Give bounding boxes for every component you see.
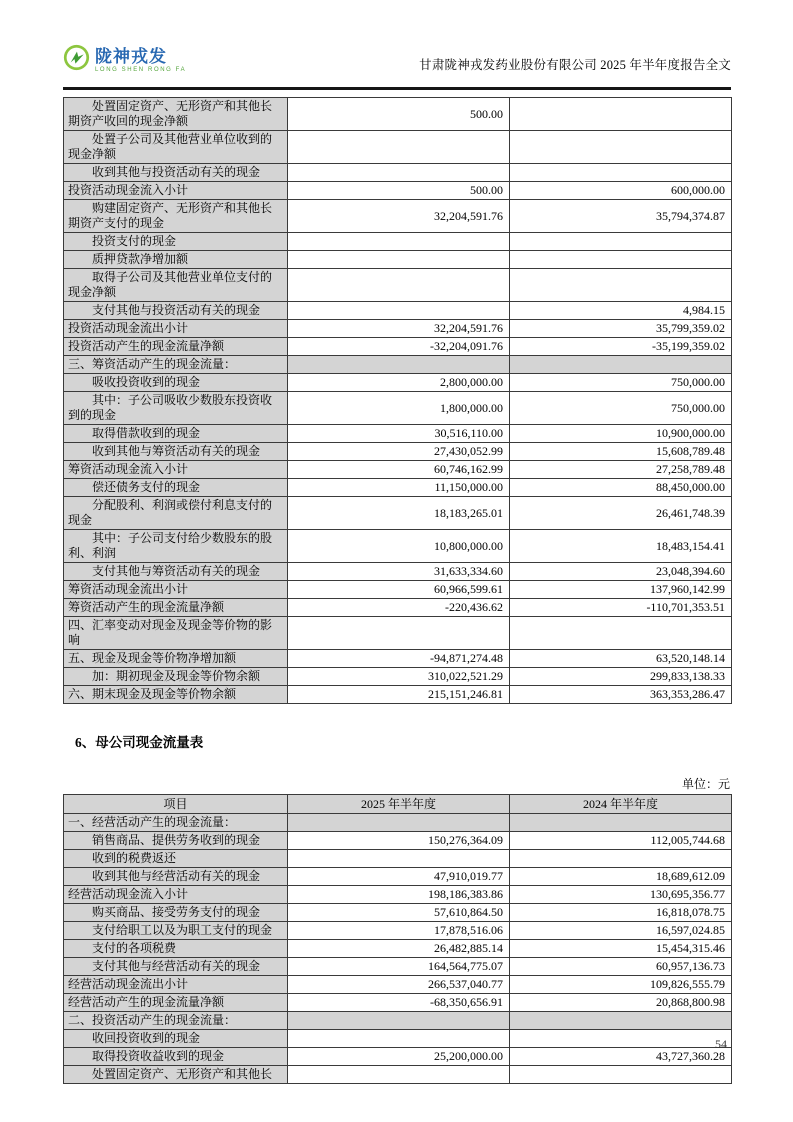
report-title: 甘肃陇神戎发药业股份有限公司 2025 年半年度报告全文 xyxy=(419,58,731,72)
table-row xyxy=(64,461,732,479)
page-number: 54 xyxy=(715,1037,727,1051)
value-cell-2024: 43,727,360.28 xyxy=(510,1048,732,1066)
row-label-cell: 投资活动产生的现金流量净额 xyxy=(64,338,288,356)
table-row xyxy=(64,131,732,164)
value-cell-2024: 15,454,315.46 xyxy=(510,940,732,958)
parent-company-cash-flow-table xyxy=(63,794,732,1084)
company-logo xyxy=(63,44,186,76)
value-cell-2024: 35,799,359.02 xyxy=(510,320,732,338)
table-row xyxy=(64,868,732,886)
table-row xyxy=(64,338,732,356)
value-cell-2025: 30,516,110.00 xyxy=(288,425,510,443)
value-cell-2025: -68,350,656.91 xyxy=(288,994,510,1012)
value-cell-2025: -32,204,091.76 xyxy=(288,338,510,356)
value-cell-2025 xyxy=(288,1030,510,1048)
row-label-cell: 收回投资收到的现金 xyxy=(64,1030,288,1048)
value-cell-2024: 16,818,078.75 xyxy=(510,904,732,922)
value-cell-2024: 137,960,142.99 xyxy=(510,581,732,599)
row-label-cell: 五、现金及现金等价物净增加额 xyxy=(64,650,288,668)
value-cell-2024: 299,833,138.33 xyxy=(510,668,732,686)
value-cell-2024: 20,868,800.98 xyxy=(510,994,732,1012)
table-row xyxy=(64,164,732,182)
value-cell-2025: 18,183,265.01 xyxy=(288,497,510,530)
value-cell-2025 xyxy=(288,1066,510,1084)
table-row xyxy=(64,1048,732,1066)
row-label-cell: 四、汇率变动对现金及现金等价物的影响 xyxy=(64,617,288,650)
value-cell-2025 xyxy=(288,164,510,182)
row-label-cell: 投资活动现金流出小计 xyxy=(64,320,288,338)
value-cell-2025: 25,200,000.00 xyxy=(288,1048,510,1066)
row-label-cell: 一、经营活动产生的现金流量： xyxy=(64,814,288,832)
value-cell-2025: 10,800,000.00 xyxy=(288,530,510,563)
value-cell-2024 xyxy=(510,98,732,131)
row-label-cell: 筹资活动现金流入小计 xyxy=(64,461,288,479)
logo-text-en: LONG SHEN RONG FA xyxy=(95,66,187,73)
value-cell-2024 xyxy=(510,164,732,182)
row-label-cell: 筹资活动产生的现金流量净额 xyxy=(64,599,288,617)
row-label-cell: 吸收投资收到的现金 xyxy=(64,374,288,392)
row-label-cell: 经营活动产生的现金流量净额 xyxy=(64,994,288,1012)
row-label-cell: 投资活动现金流入小计 xyxy=(64,182,288,200)
table-row xyxy=(64,497,732,530)
value-cell-2024: 750,000.00 xyxy=(510,392,732,425)
table-row xyxy=(64,668,732,686)
row-label-cell: 购建固定资产、无形资产和其他长期资产支付的现金 xyxy=(64,200,288,233)
value-cell-2025: 150,276,364.09 xyxy=(288,832,510,850)
value-cell-2024 xyxy=(510,233,732,251)
section-row xyxy=(64,356,732,374)
value-cell-2024: -110,701,353.51 xyxy=(510,599,732,617)
table-row xyxy=(64,320,732,338)
row-label-cell: 取得投资收益收到的现金 xyxy=(64,1048,288,1066)
table-row xyxy=(64,374,732,392)
row-label-cell: 取得子公司及其他营业单位支付的现金净额 xyxy=(64,269,288,302)
value-cell-2025: 500.00 xyxy=(288,98,510,131)
table-row xyxy=(64,650,732,668)
table-row xyxy=(64,269,732,302)
value-cell-2024 xyxy=(510,617,732,650)
row-label-cell: 支付其他与投资活动有关的现金 xyxy=(64,302,288,320)
row-label-cell: 二、投资活动产生的现金流量： xyxy=(64,1012,288,1030)
table-row xyxy=(64,479,732,497)
table-header-row xyxy=(64,795,732,814)
row-label-cell: 收到的税费返还 xyxy=(64,850,288,868)
value-cell-2025: 60,966,599.61 xyxy=(288,581,510,599)
value-cell-2024: 109,826,555.79 xyxy=(510,976,732,994)
row-label-cell: 处置固定资产、无形资产和其他长期资产收回的现金净额 xyxy=(64,98,288,131)
table-row xyxy=(64,958,732,976)
table-row xyxy=(64,1030,732,1048)
value-cell-2025: 1,800,000.00 xyxy=(288,392,510,425)
section-heading: 6、母公司现金流量表 xyxy=(75,735,204,750)
table-row xyxy=(64,581,732,599)
table-row xyxy=(64,233,732,251)
consolidated-cash-flow-table-continued xyxy=(63,97,732,704)
value-cell-2025: 60,746,162.99 xyxy=(288,461,510,479)
table-row xyxy=(64,563,732,581)
table-row xyxy=(64,425,732,443)
value-cell-2025: 26,482,885.14 xyxy=(288,940,510,958)
table-row xyxy=(64,443,732,461)
table-row xyxy=(64,530,732,563)
value-cell-2024: 363,353,286.47 xyxy=(510,686,732,704)
value-cell-2025: 215,151,246.81 xyxy=(288,686,510,704)
value-cell-2024 xyxy=(510,814,732,832)
value-cell-2025: -220,436.62 xyxy=(288,599,510,617)
value-cell-2025 xyxy=(288,814,510,832)
value-cell-2025: 47,910,019.77 xyxy=(288,868,510,886)
value-cell-2025: -94,871,274.48 xyxy=(288,650,510,668)
unit-label: 单位：元 xyxy=(681,777,730,791)
column-header-item: 项目 xyxy=(64,795,288,814)
table-row xyxy=(64,302,732,320)
value-cell-2025: 2,800,000.00 xyxy=(288,374,510,392)
row-label-cell: 筹资活动现金流出小计 xyxy=(64,581,288,599)
value-cell-2025: 57,610,864.50 xyxy=(288,904,510,922)
table-row xyxy=(64,392,732,425)
table-row xyxy=(64,940,732,958)
row-label-cell: 支付其他与筹资活动有关的现金 xyxy=(64,563,288,581)
row-label-cell: 经营活动现金流入小计 xyxy=(64,886,288,904)
value-cell-2024 xyxy=(510,1066,732,1084)
column-header-2025: 2025 年半年度 xyxy=(288,795,510,814)
value-cell-2025: 27,430,052.99 xyxy=(288,443,510,461)
logo-bird-icon xyxy=(63,44,90,76)
value-cell-2025: 11,150,000.00 xyxy=(288,479,510,497)
page-header xyxy=(63,44,731,76)
row-label-cell: 销售商品、提供劳务收到的现金 xyxy=(64,832,288,850)
value-cell-2025: 500.00 xyxy=(288,182,510,200)
value-cell-2024: 15,608,789.48 xyxy=(510,443,732,461)
value-cell-2024: 27,258,789.48 xyxy=(510,461,732,479)
row-label-cell: 加：期初现金及现金等价物余额 xyxy=(64,668,288,686)
row-label-cell: 经营活动现金流出小计 xyxy=(64,976,288,994)
value-cell-2024: 16,597,024.85 xyxy=(510,922,732,940)
row-label-cell: 收到其他与经营活动有关的现金 xyxy=(64,868,288,886)
row-label-cell: 支付的各项税费 xyxy=(64,940,288,958)
row-label-cell: 收到其他与投资活动有关的现金 xyxy=(64,164,288,182)
row-label-cell: 处置子公司及其他营业单位收到的现金净额 xyxy=(64,131,288,164)
value-cell-2024: 60,957,136.73 xyxy=(510,958,732,976)
value-cell-2024: 600,000.00 xyxy=(510,182,732,200)
table-row xyxy=(64,994,732,1012)
value-cell-2024: 130,695,356.77 xyxy=(510,886,732,904)
row-label-cell: 其中：子公司支付给少数股东的股利、利润 xyxy=(64,530,288,563)
row-label-cell: 六、期末现金及现金等价物余额 xyxy=(64,686,288,704)
table-row xyxy=(64,976,732,994)
row-label-cell: 处置固定资产、无形资产和其他长 xyxy=(64,1066,288,1084)
table-row xyxy=(64,599,732,617)
value-cell-2024: 63,520,148.14 xyxy=(510,650,732,668)
row-label-cell: 收到其他与筹资活动有关的现金 xyxy=(64,443,288,461)
section-row xyxy=(64,814,732,832)
row-label-cell: 支付其他与经营活动有关的现金 xyxy=(64,958,288,976)
table-row xyxy=(64,251,732,269)
table-row xyxy=(64,832,732,850)
value-cell-2025: 32,204,591.76 xyxy=(288,320,510,338)
table-row xyxy=(64,686,732,704)
value-cell-2024: 18,689,612.09 xyxy=(510,868,732,886)
row-label-cell: 取得借款收到的现金 xyxy=(64,425,288,443)
table-row xyxy=(64,182,732,200)
value-cell-2024 xyxy=(510,1012,732,1030)
table-row xyxy=(64,904,732,922)
section-row xyxy=(64,1012,732,1030)
logo-text-cn: 陇神戎发 xyxy=(95,46,167,66)
value-cell-2024 xyxy=(510,269,732,302)
value-cell-2025 xyxy=(288,251,510,269)
value-cell-2025: 310,022,521.29 xyxy=(288,668,510,686)
row-label-cell: 投资支付的现金 xyxy=(64,233,288,251)
row-label-cell: 其中：子公司吸收少数股东投资收到的现金 xyxy=(64,392,288,425)
table-row xyxy=(64,922,732,940)
value-cell-2024: 10,900,000.00 xyxy=(510,425,732,443)
value-cell-2025 xyxy=(288,617,510,650)
value-cell-2024 xyxy=(510,251,732,269)
row-label-cell: 购买商品、接受劳务支付的现金 xyxy=(64,904,288,922)
value-cell-2024 xyxy=(510,850,732,868)
value-cell-2025: 31,633,334.60 xyxy=(288,563,510,581)
value-cell-2024: 4,984.15 xyxy=(510,302,732,320)
value-cell-2025: 32,204,591.76 xyxy=(288,200,510,233)
value-cell-2024: 88,450,000.00 xyxy=(510,479,732,497)
header-rule xyxy=(63,87,731,90)
value-cell-2025 xyxy=(288,1012,510,1030)
value-cell-2024 xyxy=(510,356,732,374)
value-cell-2025: 164,564,775.07 xyxy=(288,958,510,976)
value-cell-2025 xyxy=(288,269,510,302)
value-cell-2025 xyxy=(288,850,510,868)
table-row xyxy=(64,850,732,868)
table-row xyxy=(64,200,732,233)
value-cell-2024: -35,199,359.02 xyxy=(510,338,732,356)
logo-text xyxy=(95,48,186,73)
table-row xyxy=(64,98,732,131)
row-label-cell: 支付给职工以及为职工支付的现金 xyxy=(64,922,288,940)
value-cell-2025: 198,186,383.86 xyxy=(288,886,510,904)
table-row xyxy=(64,1066,732,1084)
value-cell-2024: 23,048,394.60 xyxy=(510,563,732,581)
value-cell-2024: 18,483,154.41 xyxy=(510,530,732,563)
value-cell-2025: 17,878,516.06 xyxy=(288,922,510,940)
value-cell-2025 xyxy=(288,302,510,320)
value-cell-2024: 35,794,374.87 xyxy=(510,200,732,233)
value-cell-2025 xyxy=(288,131,510,164)
column-header-2024: 2024 年半年度 xyxy=(510,795,732,814)
table-row xyxy=(64,617,732,650)
value-cell-2025 xyxy=(288,356,510,374)
row-label-cell: 偿还债务支付的现金 xyxy=(64,479,288,497)
row-label-cell: 质押贷款净增加额 xyxy=(64,251,288,269)
row-label-cell: 三、筹资活动产生的现金流量： xyxy=(64,356,288,374)
value-cell-2024 xyxy=(510,1030,732,1048)
table-row xyxy=(64,886,732,904)
value-cell-2024 xyxy=(510,131,732,164)
row-label-cell: 分配股利、利润或偿付利息支付的现金 xyxy=(64,497,288,530)
value-cell-2024: 26,461,748.39 xyxy=(510,497,732,530)
value-cell-2024: 112,005,744.68 xyxy=(510,832,732,850)
page-content xyxy=(63,97,731,1084)
value-cell-2024: 750,000.00 xyxy=(510,374,732,392)
value-cell-2025: 266,537,040.77 xyxy=(288,976,510,994)
value-cell-2025 xyxy=(288,233,510,251)
